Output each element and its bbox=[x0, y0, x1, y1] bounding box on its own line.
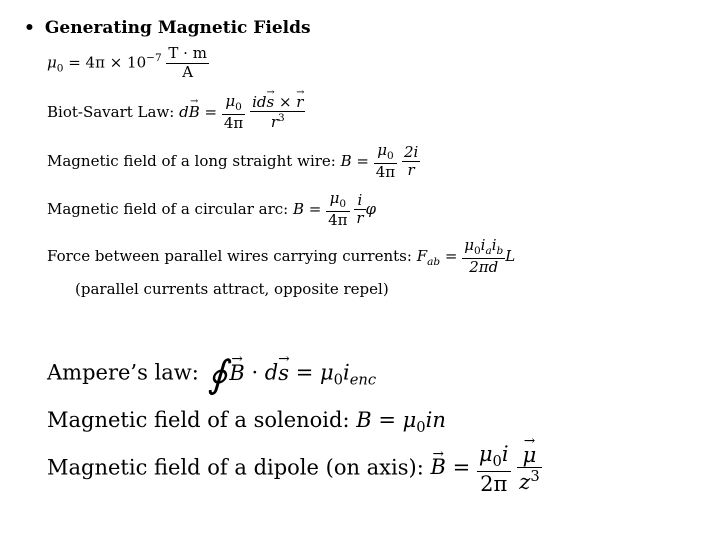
ampere-i: i bbox=[343, 360, 350, 385]
biot-cross: × bbox=[274, 92, 297, 111]
mu0-equation bbox=[47, 46, 209, 81]
force-ia-sub: a bbox=[485, 245, 492, 257]
ampere-mu-sub: 0 bbox=[333, 371, 343, 389]
biot-savart-equation bbox=[47, 94, 305, 132]
mu0-exponent: −7 bbox=[146, 51, 162, 64]
mu-symbol: μ bbox=[47, 53, 57, 72]
dipole-z: z bbox=[519, 470, 531, 495]
wire-frac1 bbox=[374, 143, 397, 181]
bullet: • bbox=[24, 18, 35, 38]
biot-label: Biot-Savart Law: bbox=[47, 102, 180, 121]
ampere-B: B → bbox=[229, 361, 244, 385]
force-mu-sub: 0 bbox=[473, 245, 481, 257]
biot-mu: μ bbox=[225, 92, 236, 110]
wire-frac2 bbox=[402, 142, 420, 180]
heading-row bbox=[24, 18, 311, 38]
unit-denominator: A bbox=[166, 63, 209, 81]
dipole-i: i bbox=[501, 442, 509, 466]
biot-mu-sub: 0 bbox=[235, 101, 242, 113]
wire-4pi: 4π bbox=[375, 163, 396, 182]
dipole-2pi: 2π bbox=[477, 471, 511, 495]
dipole-mu: μ bbox=[478, 442, 493, 466]
mu0-unit-fraction bbox=[166, 46, 209, 81]
solenoid-mu-sub: 0 bbox=[416, 419, 426, 437]
force-label: Force between parallel wires carrying currents: bbox=[47, 246, 417, 265]
force-L: L bbox=[505, 246, 516, 265]
ampere-equation bbox=[47, 352, 376, 396]
biot-frac1 bbox=[222, 94, 245, 132]
force-ia: i bbox=[480, 236, 486, 254]
wire-mu: μ bbox=[377, 141, 387, 159]
dipole-frac1 bbox=[477, 443, 511, 495]
force-mu: μ bbox=[464, 236, 474, 254]
contour-integral-icon: ∮ bbox=[207, 352, 228, 396]
dipole-B: B → bbox=[430, 455, 445, 479]
solenoid-B: B bbox=[356, 408, 372, 432]
mu-sub: 0 bbox=[56, 62, 64, 75]
dipole-label: Magnetic field of a dipole (on axis): bbox=[47, 455, 431, 480]
arc-mu-sub: 0 bbox=[339, 198, 347, 210]
biot-frac2 bbox=[250, 92, 305, 132]
unit-numerator: T · m bbox=[168, 44, 207, 62]
dipole-mu-sub: 0 bbox=[492, 453, 502, 471]
arc-r: r bbox=[356, 209, 364, 228]
biot-B: B → bbox=[189, 103, 200, 121]
biot-d: d bbox=[179, 102, 189, 121]
arc-mu: μ bbox=[329, 189, 340, 207]
biot-den-r: r bbox=[270, 113, 278, 132]
arc-4pi: 4π bbox=[328, 211, 348, 230]
dipole-frac2 bbox=[517, 444, 541, 493]
force-equation bbox=[47, 238, 515, 276]
biot-r: r → bbox=[296, 95, 303, 111]
dipole-eq: = bbox=[445, 455, 477, 480]
ampere-eq: = bbox=[289, 360, 320, 385]
wire-label: Magnetic field of a long straight wire: bbox=[47, 151, 341, 170]
force-ib-sub: b bbox=[496, 245, 504, 257]
wire-r: r bbox=[402, 161, 420, 179]
biot-4pi: 4π bbox=[223, 114, 244, 133]
solenoid-equation bbox=[47, 408, 446, 436]
ampere-dot: · bbox=[244, 360, 265, 385]
arc-B: B bbox=[293, 199, 305, 218]
arc-frac2 bbox=[354, 190, 365, 228]
solenoid-eq: = bbox=[371, 408, 403, 432]
heading-text: Generating Magnetic Fields bbox=[44, 18, 311, 38]
ampere-i-sub: enc bbox=[349, 371, 377, 389]
dipole-z-exp: 3 bbox=[530, 468, 540, 486]
wire-eq: = bbox=[351, 151, 374, 170]
dipole-equation bbox=[47, 443, 542, 495]
dipole-mu-vec: μ → bbox=[523, 444, 537, 466]
wire-2i: 2i bbox=[403, 142, 419, 161]
force-ib: i bbox=[491, 236, 497, 254]
biot-id: id bbox=[252, 92, 267, 111]
wire-mu-sub: 0 bbox=[386, 150, 394, 162]
ampere-mu: μ bbox=[319, 360, 334, 385]
arc-equation bbox=[47, 191, 376, 229]
force-note: (parallel currents attract, opposite repel) bbox=[75, 280, 389, 298]
ampere-label: Ampere’s law: bbox=[47, 360, 206, 385]
force-F: F bbox=[416, 246, 428, 265]
solenoid-mu: μ bbox=[402, 408, 417, 432]
arc-frac1 bbox=[326, 191, 349, 229]
force-2pid: 2πd bbox=[462, 258, 505, 276]
biot-den-exp: 3 bbox=[278, 112, 285, 125]
biot-eq: = bbox=[199, 102, 222, 121]
force-eq: = bbox=[440, 246, 463, 265]
arc-label: Magnetic field of a circular arc: bbox=[47, 199, 293, 218]
mu0-value: = 4π × 10 bbox=[63, 53, 147, 72]
arc-eq: = bbox=[304, 199, 327, 218]
biot-s: s → bbox=[266, 95, 274, 111]
ampere-s: s → bbox=[278, 361, 289, 385]
wire-B: B bbox=[340, 151, 352, 170]
force-F-sub: ab bbox=[427, 255, 441, 268]
ampere-d: d bbox=[264, 360, 279, 385]
arc-i: i bbox=[357, 190, 363, 209]
solenoid-in: in bbox=[425, 408, 446, 432]
force-frac bbox=[462, 238, 505, 276]
arc-phi: φ bbox=[365, 199, 377, 218]
solenoid-label: Magnetic field of a solenoid: bbox=[47, 408, 357, 432]
wire-equation bbox=[47, 143, 420, 181]
